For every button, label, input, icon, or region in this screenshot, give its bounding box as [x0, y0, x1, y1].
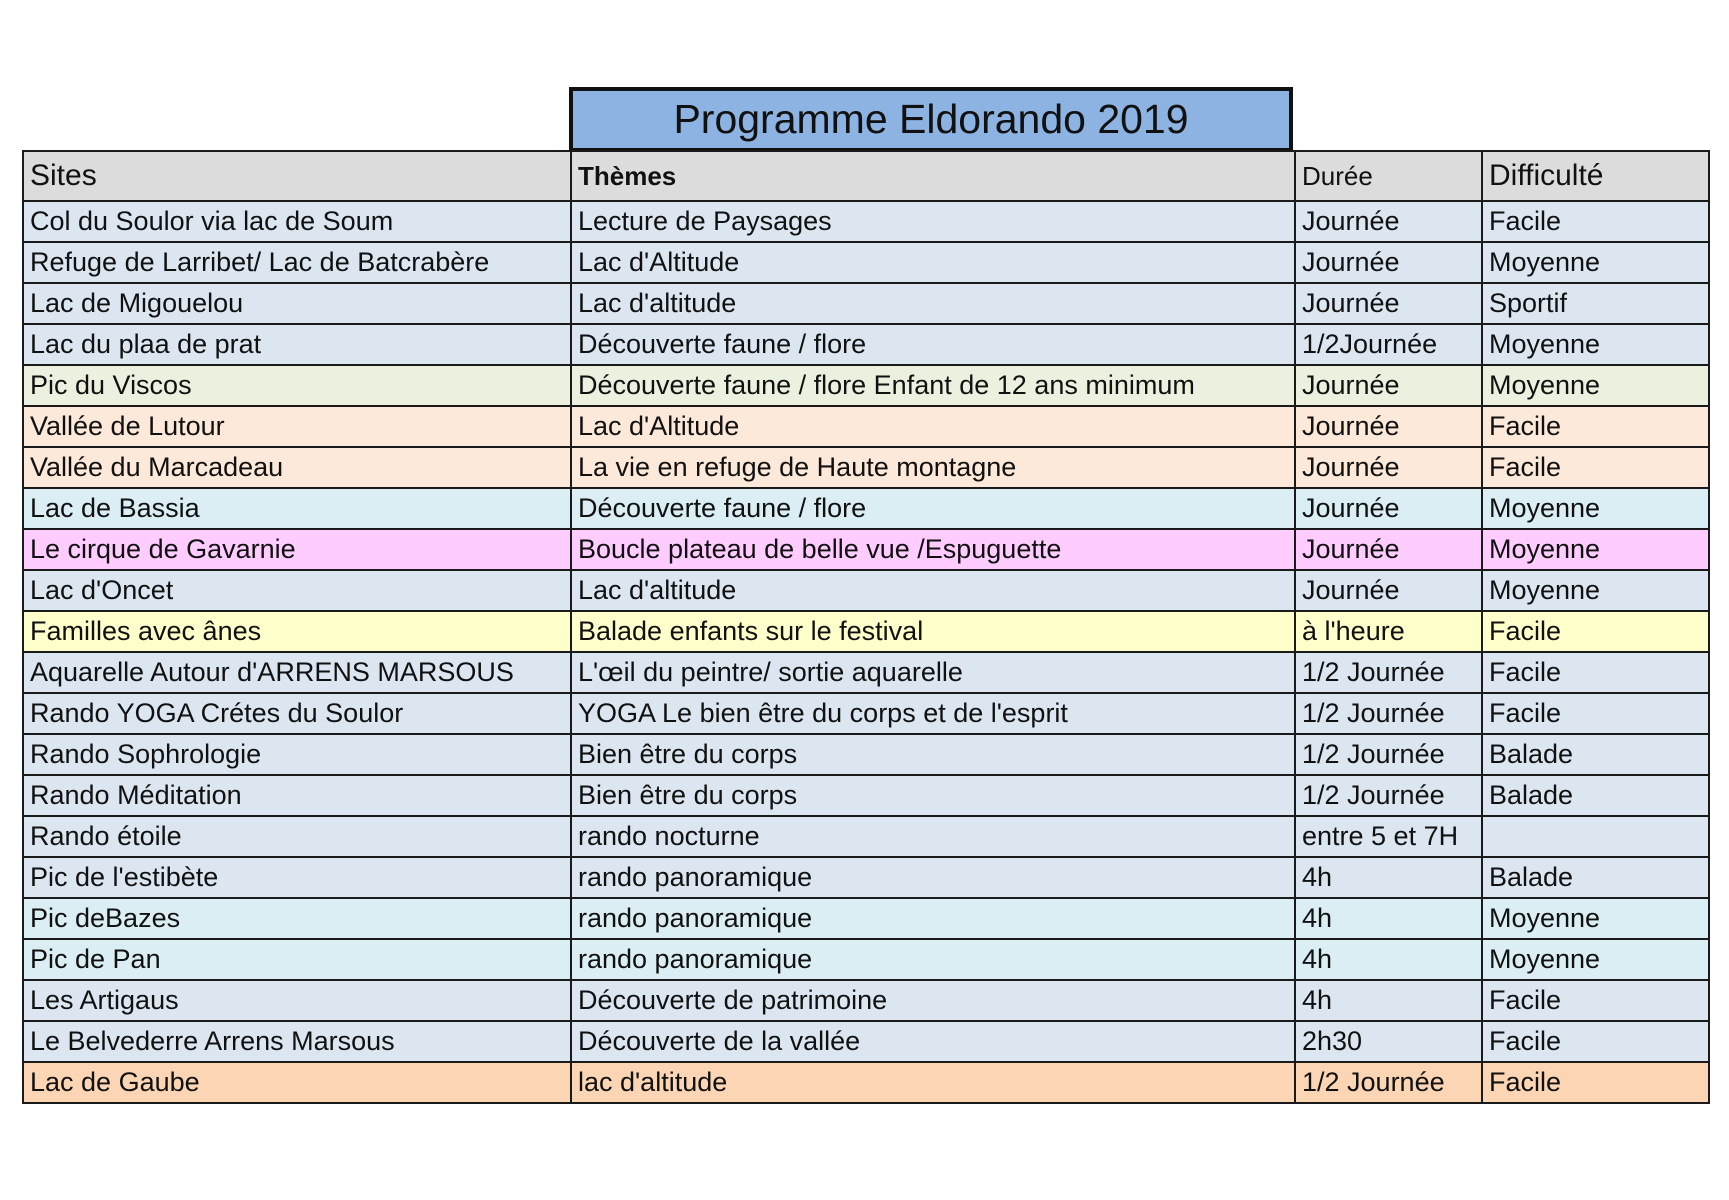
- cell-theme: Balade enfants sur le festival: [571, 611, 1295, 652]
- cell-site: Col du Soulor via lac de Soum: [23, 201, 571, 242]
- cell-duree: 4h: [1295, 939, 1482, 980]
- cell-site: Lac de Migouelou: [23, 283, 571, 324]
- table-row: [23, 406, 1709, 447]
- cell-duree: Journée: [1295, 570, 1482, 611]
- cell-site: Pic de l'estibète: [23, 857, 571, 898]
- cell-theme: Bien être du corps: [571, 734, 1295, 775]
- cell-duree: Journée: [1295, 488, 1482, 529]
- table-row: [23, 488, 1709, 529]
- cell-duree: Journée: [1295, 283, 1482, 324]
- cell-theme: Lac d'altitude: [571, 283, 1295, 324]
- cell-duree: Journée: [1295, 242, 1482, 283]
- cell-duree: 1/2Journée: [1295, 324, 1482, 365]
- cell-difficulte: Balade: [1482, 775, 1709, 816]
- table-row: [23, 1021, 1709, 1062]
- cell-duree: 4h: [1295, 898, 1482, 939]
- cell-theme: La vie en refuge de Haute montagne: [571, 447, 1295, 488]
- cell-site: Pic deBazes: [23, 898, 571, 939]
- table-row: [23, 283, 1709, 324]
- table-row: [23, 611, 1709, 652]
- cell-duree: Journée: [1295, 406, 1482, 447]
- table-title: Programme Eldorando 2019: [569, 87, 1293, 150]
- programme-table: [22, 150, 1710, 1104]
- cell-site: Le Belvederre Arrens Marsous: [23, 1021, 571, 1062]
- cell-theme: Lac d'Altitude: [571, 406, 1295, 447]
- cell-theme: L'œil du peintre/ sortie aquarelle: [571, 652, 1295, 693]
- cell-site: Rando YOGA Crétes du Soulor: [23, 693, 571, 734]
- cell-difficulte: Moyenne: [1482, 939, 1709, 980]
- cell-theme: Bien être du corps: [571, 775, 1295, 816]
- cell-difficulte: Balade: [1482, 734, 1709, 775]
- cell-difficulte: Facile: [1482, 406, 1709, 447]
- cell-site: Refuge de Larribet/ Lac de Batcrabère: [23, 242, 571, 283]
- cell-site: Aquarelle Autour d'ARRENS MARSOUS: [23, 652, 571, 693]
- table-row: [23, 898, 1709, 939]
- table-row: [23, 693, 1709, 734]
- table-row: [23, 980, 1709, 1021]
- cell-difficulte: Balade: [1482, 857, 1709, 898]
- cell-site: Les Artigaus: [23, 980, 571, 1021]
- cell-difficulte: Moyenne: [1482, 365, 1709, 406]
- cell-difficulte: Facile: [1482, 980, 1709, 1021]
- cell-difficulte: Facile: [1482, 611, 1709, 652]
- header-themes: Thèmes: [571, 151, 1295, 201]
- table-row: [23, 201, 1709, 242]
- table-row: [23, 365, 1709, 406]
- table-row: [23, 734, 1709, 775]
- header-row: [23, 151, 1709, 201]
- cell-theme: Découverte de la vallée: [571, 1021, 1295, 1062]
- cell-difficulte: Facile: [1482, 201, 1709, 242]
- cell-site: Rando Méditation: [23, 775, 571, 816]
- cell-site: Lac du plaa de prat: [23, 324, 571, 365]
- cell-duree: 4h: [1295, 857, 1482, 898]
- table-row: [23, 652, 1709, 693]
- cell-difficulte: Moyenne: [1482, 242, 1709, 283]
- cell-theme: Découverte faune / flore Enfant de 12 ans minimum: [571, 365, 1295, 406]
- table-row: [23, 242, 1709, 283]
- cell-duree: entre 5 et 7H: [1295, 816, 1482, 857]
- cell-site: Familles avec ânes: [23, 611, 571, 652]
- cell-theme: rando panoramique: [571, 898, 1295, 939]
- header-difficulte: Difficulté: [1482, 151, 1709, 201]
- cell-difficulte: [1482, 816, 1709, 857]
- cell-theme: Découverte de patrimoine: [571, 980, 1295, 1021]
- cell-difficulte: Facile: [1482, 652, 1709, 693]
- cell-duree: 1/2 Journée: [1295, 1062, 1482, 1103]
- cell-difficulte: Moyenne: [1482, 898, 1709, 939]
- cell-site: Pic du Viscos: [23, 365, 571, 406]
- cell-site: Lac d'Oncet: [23, 570, 571, 611]
- cell-duree: 1/2 Journée: [1295, 734, 1482, 775]
- cell-duree: 1/2 Journée: [1295, 775, 1482, 816]
- cell-site: Vallée de Lutour: [23, 406, 571, 447]
- table-row: [23, 1062, 1709, 1103]
- table-row: [23, 939, 1709, 980]
- cell-duree: Journée: [1295, 201, 1482, 242]
- cell-duree: 1/2 Journée: [1295, 652, 1482, 693]
- table-row: [23, 816, 1709, 857]
- cell-difficulte: Moyenne: [1482, 570, 1709, 611]
- cell-duree: Journée: [1295, 447, 1482, 488]
- table-row: [23, 324, 1709, 365]
- cell-difficulte: Facile: [1482, 1021, 1709, 1062]
- cell-duree: Journée: [1295, 529, 1482, 570]
- header-sites: Sites: [23, 151, 571, 201]
- cell-difficulte: Moyenne: [1482, 488, 1709, 529]
- table-row: [23, 775, 1709, 816]
- cell-duree: Journée: [1295, 365, 1482, 406]
- cell-difficulte: Moyenne: [1482, 324, 1709, 365]
- cell-difficulte: Facile: [1482, 693, 1709, 734]
- cell-theme: lac d'altitude: [571, 1062, 1295, 1103]
- table-row: [23, 857, 1709, 898]
- cell-site: Le cirque de Gavarnie: [23, 529, 571, 570]
- header-duree: Durée: [1295, 151, 1482, 201]
- cell-site: Rando Sophrologie: [23, 734, 571, 775]
- cell-theme: Boucle plateau de belle vue /Espuguette: [571, 529, 1295, 570]
- cell-duree: 2h30: [1295, 1021, 1482, 1062]
- cell-theme: Lac d'Altitude: [571, 242, 1295, 283]
- cell-difficulte: Moyenne: [1482, 529, 1709, 570]
- table-row: [23, 529, 1709, 570]
- cell-theme: rando panoramique: [571, 857, 1295, 898]
- cell-theme: Découverte faune / flore: [571, 488, 1295, 529]
- cell-theme: Lac d'altitude: [571, 570, 1295, 611]
- cell-site: Vallée du Marcadeau: [23, 447, 571, 488]
- cell-difficulte: Facile: [1482, 447, 1709, 488]
- cell-site: Pic de Pan: [23, 939, 571, 980]
- cell-site: Rando étoile: [23, 816, 571, 857]
- cell-theme: rando nocturne: [571, 816, 1295, 857]
- cell-theme: Lecture de Paysages: [571, 201, 1295, 242]
- cell-difficulte: Sportif: [1482, 283, 1709, 324]
- cell-theme: rando panoramique: [571, 939, 1295, 980]
- cell-theme: Découverte faune / flore: [571, 324, 1295, 365]
- table-row: [23, 447, 1709, 488]
- cell-duree: 1/2 Journée: [1295, 693, 1482, 734]
- cell-difficulte: Facile: [1482, 1062, 1709, 1103]
- cell-site: Lac de Gaube: [23, 1062, 571, 1103]
- cell-duree: 4h: [1295, 980, 1482, 1021]
- cell-theme: YOGA Le bien être du corps et de l'esprit: [571, 693, 1295, 734]
- table-row: [23, 570, 1709, 611]
- cell-duree: à l'heure: [1295, 611, 1482, 652]
- cell-site: Lac de Bassia: [23, 488, 571, 529]
